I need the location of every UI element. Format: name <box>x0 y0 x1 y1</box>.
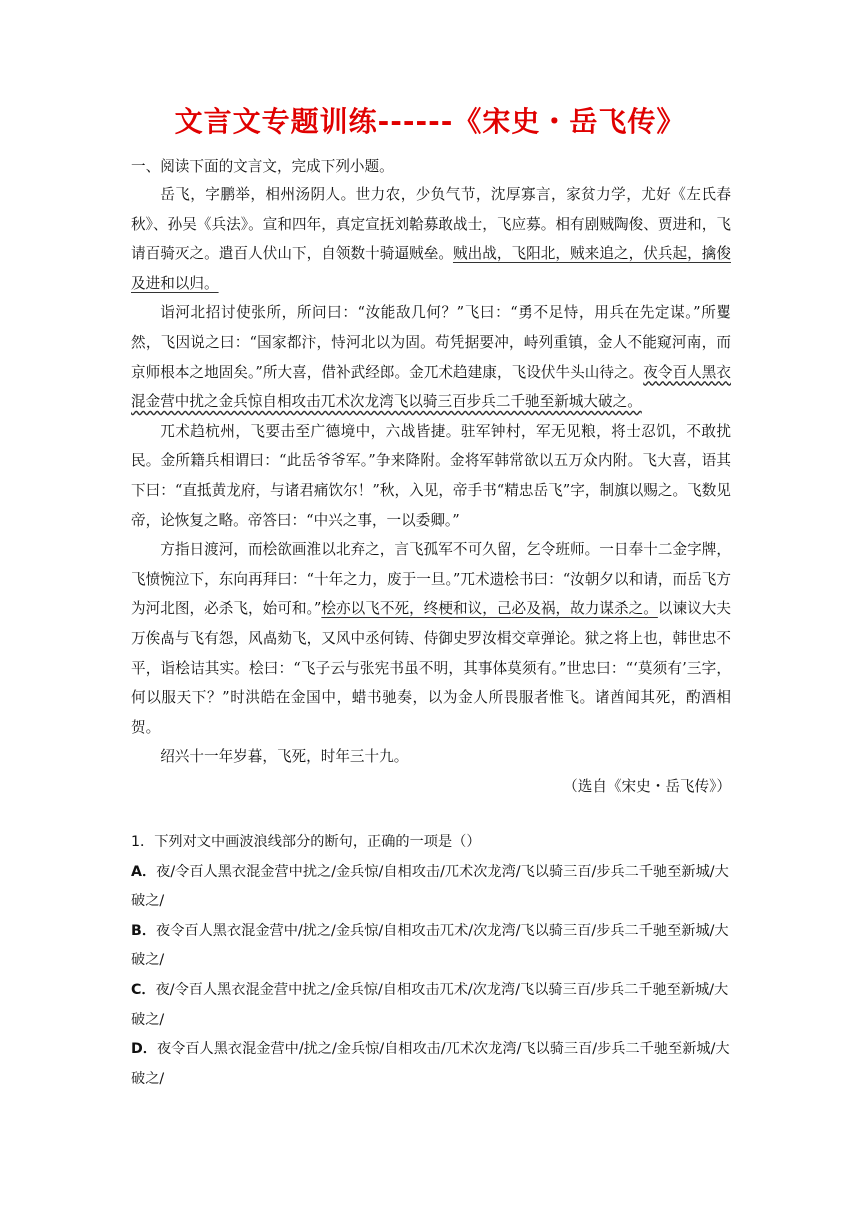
option-text: 夜令百人黑衣混金营中/扰之/金兵惊/自相攻击/兀术次龙湾/飞以骑三百/步兵二千驰至新城/大破之/ <box>131 1041 730 1087</box>
option-letter: C． <box>131 981 156 998</box>
passage-paragraph-4 <box>131 535 731 742</box>
passage-paragraph-3: 兀术趋杭州，飞要击至广德境中，六战皆捷。驻军钟村，军无见粮，将士忍饥，不敢扰民。金所籍兵相谓曰：“此岳爷爷军。”争来降附。金将军韩常欲以五万众内附。飞大喜，语其下曰：“直抵黄龙府，与诸君痛饮尔！”秋，入见，帝手书“精忠岳飞”字，制旗以赐之。飞数见帝，论恢复之略。帝答曰：“中兴之事，一以委卿。” <box>131 422 731 529</box>
passage-paragraph-1 <box>131 180 731 298</box>
option-text: 夜/令百人黑衣混金营中扰之/金兵惊/自相攻击/兀术次龙湾/飞以骑三百/步兵二千驰至新城/大破之/ <box>131 863 729 910</box>
option-a <box>131 858 731 917</box>
passage-text: 岳飞，字鹏举，相州汤阴人。世力农，少负气节，沈厚寡言，家贫力学，尤好《左氏春秋》、孙吴《兵法》。宣和四年，真定宣抚刘韐募敢战士，飞应募。相有剧贼陶俊、贾进和，飞请百骑灭之。遣百人伏山下，自领数十骑逼贼垒。 <box>131 186 731 263</box>
classical-passage <box>131 180 731 801</box>
option-b <box>131 917 731 976</box>
question-stem: 1．下列对文中画波浪线部分的断句，正确的一项是（） <box>131 834 481 850</box>
passage-source: （选自《宋史・岳飞传》） <box>563 777 731 795</box>
option-c <box>131 976 731 1035</box>
option-letter: D． <box>131 1041 157 1058</box>
option-letter: A． <box>131 863 157 880</box>
section-instruction: 一、阅读下面的文言文，完成下列小题。 <box>131 158 394 175</box>
question-section <box>131 828 731 1094</box>
document-title: 文言文专题训练------《宋史・岳飞传》 <box>174 105 686 138</box>
underlined-sentence: 贼出战，飞阳北，贼来追之，伏兵起，擒俊及进和以归。 <box>131 245 731 292</box>
option-text: 夜/令百人黑衣混金营中扰之/金兵惊/自相攻击兀术/次龙湾/飞以骑三百/步兵二千驰至新城/大破之/ <box>131 981 729 1028</box>
wavy-underlined-sentence: 夜令百人黑衣混金营中扰之金兵惊自相攻击兀术次龙湾飞以骑三百步兵二千驰至新城大破之。 <box>131 363 731 411</box>
passage-paragraph-2 <box>131 298 731 416</box>
option-text: 夜令百人黑衣混金营中/扰之/金兵惊/自相攻击兀术/次龙湾/飞以骑三百/步兵二千驰至新城/大破之/ <box>131 922 729 969</box>
option-d <box>131 1035 731 1094</box>
underlined-sentence: 桧亦以飞不死，终梗和议，己必及祸，故力谋杀之。 <box>321 600 658 618</box>
passage-text: 诣河北招讨使张所，所问曰：“汝能敌几何？”飞曰：“勇不足恃，用兵在先定谋。”所矍然，飞因说之曰：“国家都汴，恃河北以为固。苟凭据要冲，峙列重镇，金人不能窥河南，而京师根本之地固矣。”所大喜，借补武经郎。金兀术趋建康，飞设伏牛头山待之。 <box>131 304 731 381</box>
passage-text: 方指日渡河，而桧欲画淮以北弃之，言飞孤军不可久留，乞令班师。一日奉十二金字牌，飞愤惋泣下，东向再拜曰：“十年之力，废于一旦。”兀术遗桧书曰：“汝朝夕以和请，而岳飞方为河北图，必杀飞，始可和。” <box>131 541 731 618</box>
option-letter: B． <box>131 922 157 939</box>
passage-paragraph-5: 绍兴十一年岁暮，飞死，时年三十九。 <box>160 748 409 766</box>
passage-text: 以谏议大夫万俟卨与飞有怨，风卨劾飞，又风中丞何铸、侍御史罗汝楫交章弹论。狱之将上也，韩世忠不平，诣桧诘其实。桧曰：“飞子云与张宪书虽不明，其事体莫须有。”世忠曰：“‘莫须有’三字，何以服天下？”时洪皓在金国中，蜡书驰奏，以为金人所畏服者惟飞。诸酋闻其死，酌酒相贺。 <box>131 600 731 736</box>
